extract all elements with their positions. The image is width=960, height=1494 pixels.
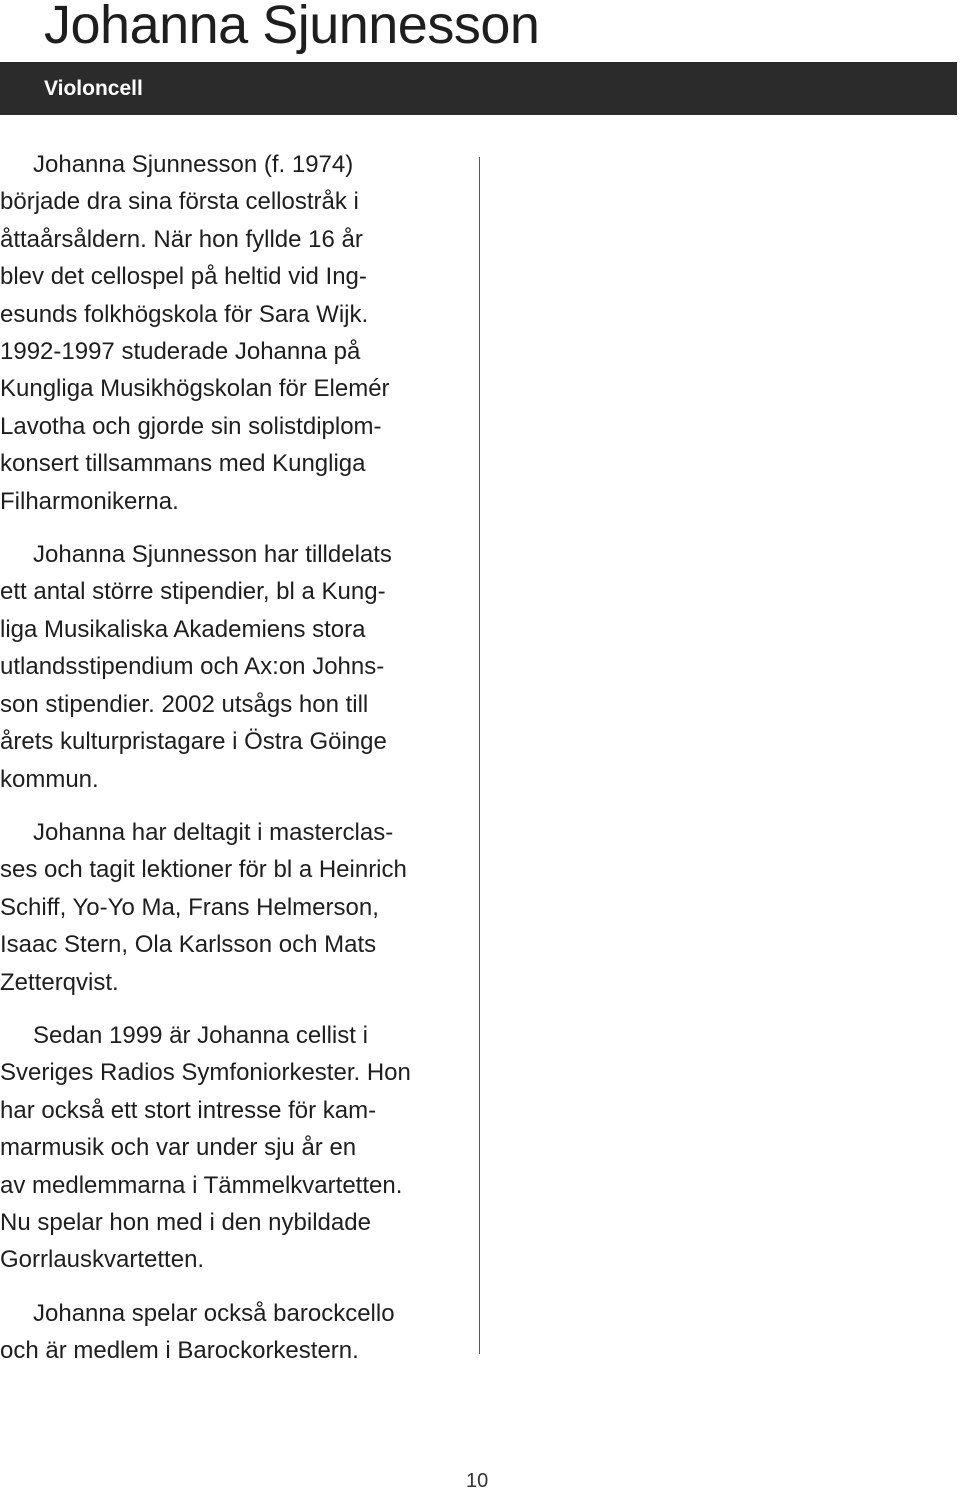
text-line: Isaac Stern, Ola Karlsson och Mats bbox=[0, 931, 377, 959]
text-line: son stipendier. 2002 utsågs hon till bbox=[0, 690, 369, 718]
text-line: esunds folkhögskola för Sara Wijk. bbox=[0, 300, 369, 328]
paragraph-early-years bbox=[0, 146, 470, 520]
page-number: 10 bbox=[466, 1470, 489, 1492]
text-line: Filharmonikerna. bbox=[0, 487, 179, 515]
text-line: liga Musikaliska Akademiens stora bbox=[0, 615, 366, 643]
text-line: Sveriges Radios Symfoniorkester. Hon bbox=[0, 1059, 411, 1087]
text-line: marmusik och var under sju år en bbox=[0, 1134, 357, 1162]
text-line: årets kulturpristagare i Östra Göinge bbox=[0, 728, 387, 756]
paragraph-masterclasses bbox=[0, 814, 470, 1001]
text-line: Kungliga Musikhögskolan för Elemér bbox=[0, 375, 390, 403]
text-line: kommun. bbox=[0, 765, 99, 793]
text-line: av medlemmarna i Tämmelkvartetten. bbox=[0, 1171, 403, 1199]
text-line: Gorrlauskvartetten. bbox=[0, 1246, 205, 1274]
paragraph-scholarships bbox=[0, 536, 470, 798]
text-line: Sedan 1999 är Johanna cellist i bbox=[33, 1021, 368, 1049]
text-line: Schiff, Yo-Yo Ma, Frans Helmerson, bbox=[0, 893, 379, 921]
text-line: åttaårsåldern. När hon fyllde 16 år bbox=[0, 225, 363, 253]
text-line: ett antal större stipendier, bl a Kung- bbox=[0, 578, 386, 606]
text-line: Zetterqvist. bbox=[0, 968, 119, 996]
text-line: har också ett stort intresse för kam- bbox=[0, 1096, 377, 1124]
text-line: Lavotha och gjorde sin solistdiplom- bbox=[0, 412, 382, 440]
text-line: Johanna spelar också barockcello bbox=[33, 1299, 395, 1327]
text-line: Nu spelar hon med i den nybildade bbox=[0, 1208, 371, 1236]
text-line: blev det cellospel på heltid vid Ing- bbox=[0, 263, 367, 291]
paragraph-baroque bbox=[0, 1295, 470, 1370]
text-line: Johanna Sjunnesson (f. 1974) bbox=[33, 151, 354, 178]
text-line: konsert tillsammans med Kungliga bbox=[0, 450, 366, 478]
text-line: Johanna har deltagit i masterclas- bbox=[33, 818, 394, 846]
paragraph-career bbox=[0, 1017, 470, 1279]
text-line: och är medlem i Barockorkestern. bbox=[0, 1337, 359, 1365]
section-label: Violoncell bbox=[44, 77, 143, 100]
text-line: Johanna Sjunnesson har tilldelats bbox=[33, 541, 392, 569]
biography-text bbox=[0, 146, 470, 1386]
column-divider bbox=[479, 157, 480, 1354]
text-line: ses och tagit lektioner för bl a Heinrich bbox=[0, 856, 407, 884]
text-line: utlandsstipendium och Ax:on Johns- bbox=[0, 653, 385, 681]
text-line: 1992-1997 studerade Johanna på bbox=[0, 338, 361, 366]
section-header-bar bbox=[0, 62, 957, 115]
page-title: Johanna Sjunnesson bbox=[44, 0, 540, 55]
text-line: började dra sina första cellostråk i bbox=[0, 188, 359, 216]
